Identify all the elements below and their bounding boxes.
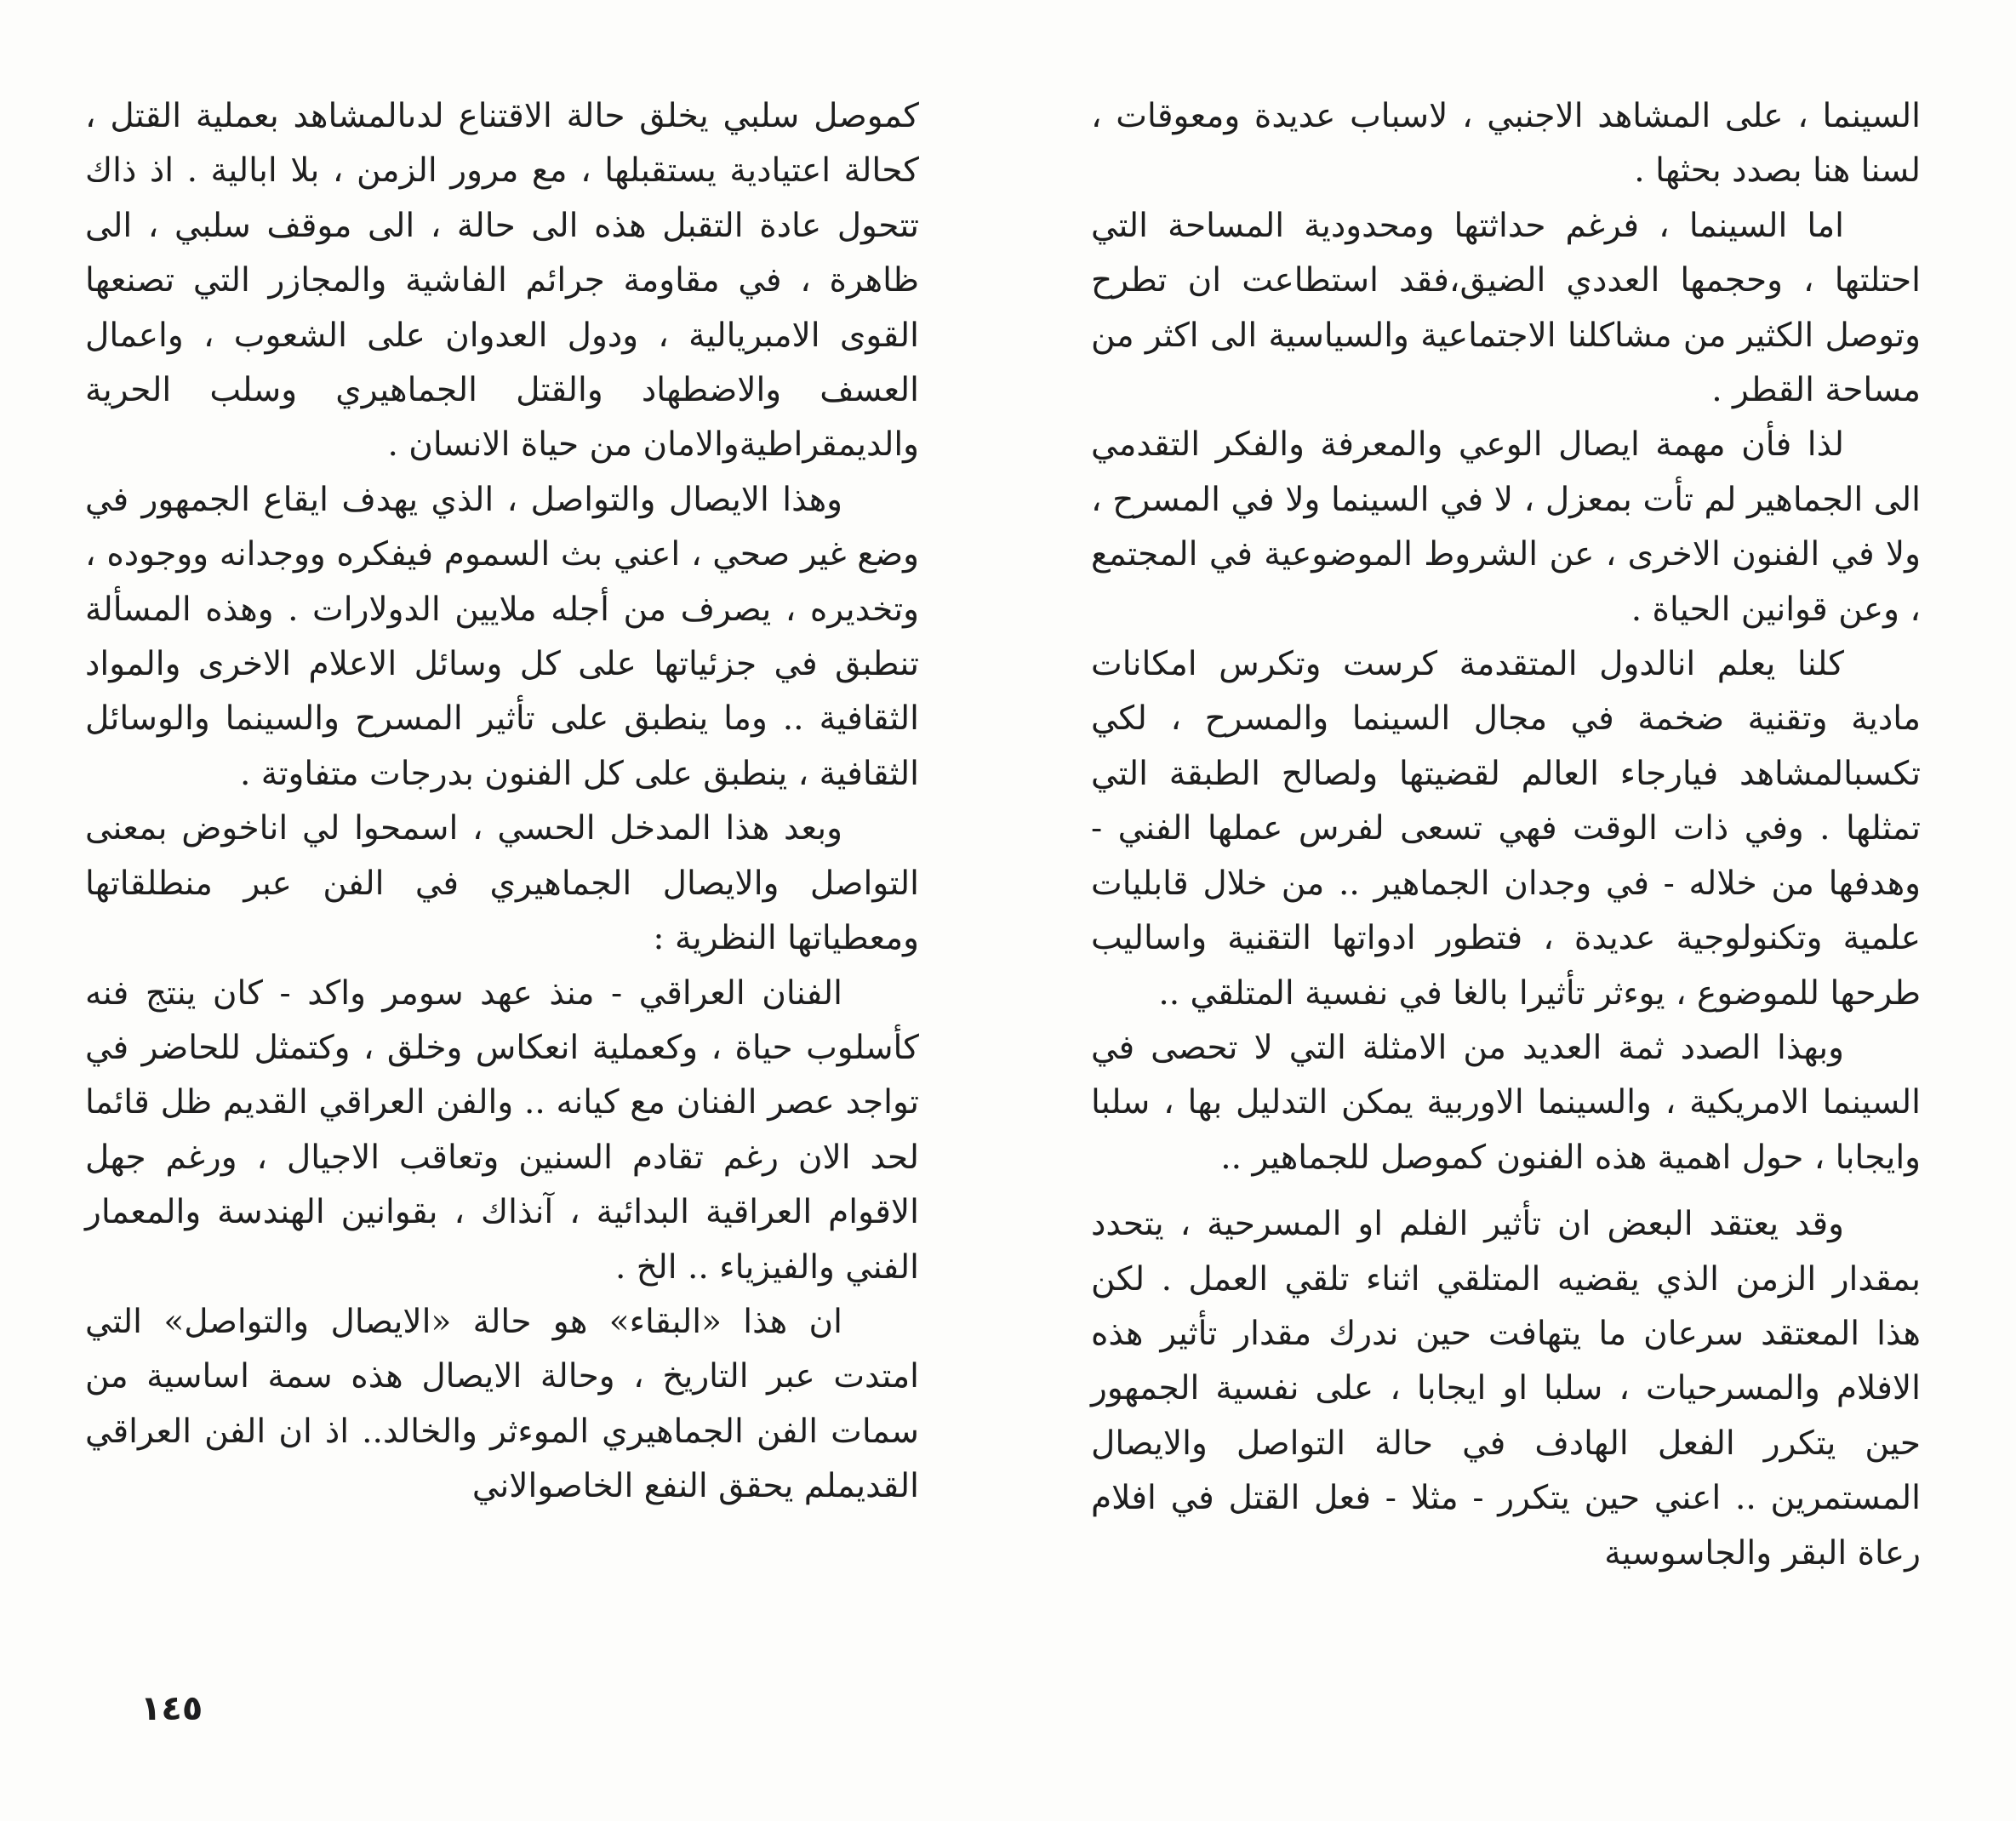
paragraph: وبهذا الصدد ثمة العديد من الامثلة التي لا تحصى في السينما الامريكية ، والسينما الاوربية يمكن التدليل بها ، سلبا وايجابا ، حول اهمية هذه الفنون كموصل للجماهير ..: [1091, 1028, 1921, 1177]
paragraph: السينما ، على المشاهد الاجنبي ، لاسباب عديدة ومعوقات ، لسنا هنا بصدد بحثها .: [1091, 97, 1921, 191]
right-text-column: [1091, 89, 1921, 1581]
paragraph: لذا فأن مهمة ايصال الوعي والمعرفة والفكر التقدمي الى الجماهير لم تأت بمعزل ، لا في السينما ولا في المسرح ، ولا في الفنون الاخرى ، عن الشروط الموضوعية في المجتمع ، وعن قوانين الحياة .: [1091, 425, 1921, 629]
paragraph: ان هذا «البقاء» هو حالة «الايصال والتواصل» التي امتدت عبر التاريخ ، وحالة الايصال هذه سمة اساسية من سمات الفن الجماهيري الموءثر والخالد.. اذ ان الفن العراقي القديملم يحقق النفع الخاصوالاني: [85, 1302, 919, 1506]
paragraph: كموصل سلبي يخلق حالة الاقتناع لدىالمشاهد بعملية القتل ، كحالة اعتيادية يستقبلها ، مع مرور الزمن ، بلا ابالية . اذ ذاك تتحول عادة التقبل هذه الى حالة ، الى موقف سلبي ، الى ظاهرة ، في مقاومة جرائم الفاشية والمجازر التي تصنعها القوى الامبريالية ، ودول العدوان على الشعوب ، واعمال العسف والاضطهاد والقتل الجماهيري وسلب الحرية والديمقراطيةوالامان من حياة الانسان .: [85, 97, 919, 465]
paragraph: وهذا الايصال والتواصل ، الذي يهدف ايقاع الجمهور في وضع غير صحي ، اعني بث السموم فيفكره ووجدانه ووجوده ، وتخديره ، يصرف من أجله ملايين الدولارات . وهذه المسألة تنطبق في جزئياتها على كل وسائل الاعلام الاخرى والمواد الثقافية .. وما ينطبق على تأثير المسرح والسينما والوسائل الثقافية ، ينطبق على كل الفنون بدرجات متفاوتة .: [85, 480, 919, 793]
page-number: ١٤٥: [140, 1689, 203, 1728]
paragraph: الفنان العراقي - منذ عهد سومر واكد - كان ينتج فنه كأسلوب حياة ، وكعملية انعكاس وخلق ، وكتمثل للحاضر في تواجد عصر الفنان مع كيانه .. والفن العراقي القديم ظل قائما لحد الان رغم تقادم السنين وتعاقب الاجيال ، ورغم جهل الاقوام العراقية البدائية ، آنذاك ، بقوانين الهندسة والمعمار الفني والفيزياء .. الخ .: [85, 973, 919, 1287]
paragraph: كلنا يعلم انالدول المتقدمة كرست وتكرس امكانات مادية وتقنية ضخمة في مجال السينما والمسرح ، لكي تكسبالمشاهد فيارجاء العالم لقضيتها ولصالح الطبقة التي تمثلها . وفي ذات الوقت فهي تسعى لفرس عملها الفني - وهدفها من خلاله - في وجدان الجماهير .. من خلال قابليات علمية وتكنولوجية عديدة ، فتطور ادواتها التقنية واساليب طرحها للموضوع ، يوءثر تأثيرا بالغا في نفسية المتلقي ..: [1091, 645, 1921, 1013]
paragraph: وقد يعتقد البعض ان تأثير الفلم او المسرحية ، يتحدد بمقدار الزمن الذي يقضيه المتلقي اثناء تلقي العمل . لكن هذا المعتقد سرعان ما يتهافت حين ندرك مقدار تأثير هذه الافلام والمسرحيات ، سلبا او ايجابا ، على نفسية الجمهور حين يتكرر الفعل الهادف في حالة التواصل والايصال المستمرين .. اعني حين يتكرر - مثلا - فعل القتل في افلام رعاة البقر والجاسوسية: [1091, 1205, 1921, 1573]
paragraph: اما السينما ، فرغم حداثتها ومحدودية المساحة التي احتلتها ، وحجمها العددي الضيق،فقد استطاعت ان تطرح وتوصل الكثير من مشاكلنا الاجتماعية والسياسية الى اكثر من مساحة القطر .: [1091, 206, 1921, 410]
left-text-column: [85, 89, 919, 1515]
paragraph: وبعد هذا المدخل الحسي ، اسمحوا لي اناخوض بمعنى التواصل والايصال الجماهيري في الفن عبر منطلقاتها ومعطياتها النظرية :: [85, 809, 919, 958]
